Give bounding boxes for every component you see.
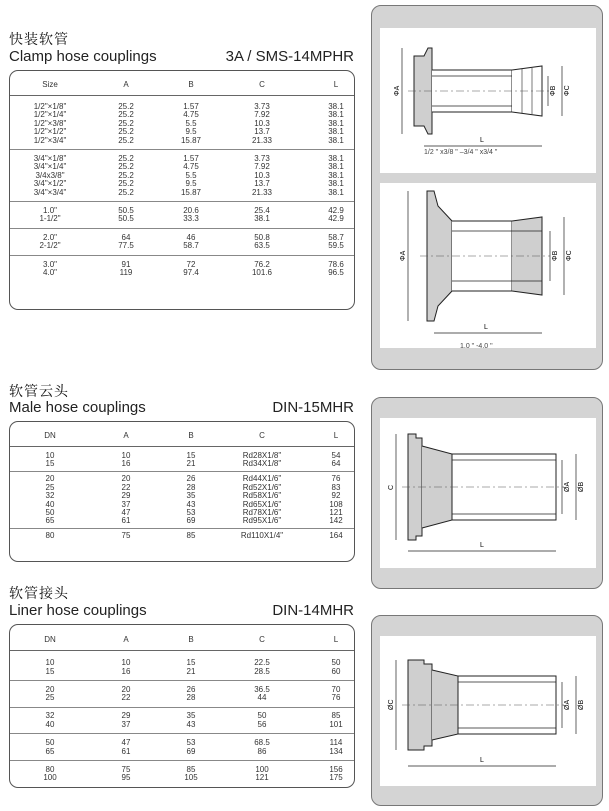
table-cell: 25.4 <box>254 206 270 215</box>
clamp-code: 3A / SMS-14MPHR <box>225 48 354 65</box>
table-cell: 68.5 <box>254 738 270 748</box>
dim-l-label-2: L <box>484 324 488 331</box>
table-cell: 25.2 <box>118 154 134 163</box>
table-cell: 25 <box>45 482 55 492</box>
table-cell: 35 <box>186 491 196 501</box>
table-cell: 25.2 <box>118 102 134 111</box>
table-cell: 3.73 <box>254 154 270 163</box>
group-divider <box>10 733 354 734</box>
table-cell: 76 <box>331 693 341 703</box>
table-cell: 25.2 <box>118 187 134 197</box>
table-cell: 38.1 <box>328 118 344 128</box>
table-cell: 21.33 <box>251 135 273 145</box>
table-cell: 7.92 <box>254 162 270 172</box>
table-cell: 46 <box>186 232 196 242</box>
table-cell: 15.87 <box>180 135 202 145</box>
table-cell: 47 <box>121 507 131 517</box>
table-cell: 156 <box>329 764 343 774</box>
table-cell: 83 <box>331 482 341 492</box>
table-cell: 121 <box>255 773 269 783</box>
column-header: L <box>333 431 339 440</box>
table-cell: Rd65X1/6" <box>242 499 282 509</box>
column-header: DN <box>44 635 56 644</box>
header-divider <box>10 650 354 651</box>
liner-dim-a-label: ØA <box>564 699 571 710</box>
table-cell: 78.6 <box>328 259 344 269</box>
table-cell: 20.6 <box>183 206 199 215</box>
table-cell: 10 <box>121 658 131 667</box>
table-cell: 63.5 <box>254 241 270 251</box>
column-header: A <box>123 431 129 440</box>
table-cell: 42.9 <box>328 206 344 215</box>
male-dim-a-label: ØA <box>564 481 571 492</box>
column-header: Size <box>42 80 58 89</box>
table-cell: 16 <box>121 666 131 676</box>
column-header: C <box>259 80 265 89</box>
table-cell: 134 <box>329 746 343 756</box>
table-cell: 10.3 <box>254 118 270 128</box>
table-cell: 119 <box>119 268 133 277</box>
table-cell: 38.1 <box>328 102 344 111</box>
table-cell: 1/2"×3/4" <box>33 135 67 145</box>
table-cell: 50.5 <box>118 214 134 224</box>
table-cell: 29 <box>121 491 131 501</box>
table-cell: 1/2"×1/8" <box>33 102 67 111</box>
table-cell: Rd78X1/6" <box>242 507 282 517</box>
table-cell: 25.2 <box>118 179 134 189</box>
table-cell: 35 <box>186 711 196 721</box>
table-cell: 5.5 <box>185 118 197 128</box>
table-cell: 43 <box>186 720 196 729</box>
table-cell: 114 <box>329 738 343 748</box>
table-cell: 80 <box>45 531 55 541</box>
table-cell: 47 <box>121 738 131 748</box>
group-divider <box>10 471 354 472</box>
table-cell: 25.2 <box>118 162 134 172</box>
column-header: L <box>333 80 339 89</box>
table-cell: 1-1/2" <box>39 214 61 224</box>
table-cell: 21 <box>186 459 196 469</box>
table-cell: 75 <box>121 764 131 774</box>
liner-drawing-panel <box>371 615 603 806</box>
table-cell: 15 <box>186 658 196 667</box>
group-divider <box>10 201 354 202</box>
clamp-drawing-panel <box>371 5 603 370</box>
table-cell: 20 <box>45 684 55 694</box>
table-cell: Rd58X1/6" <box>242 491 282 501</box>
group-divider <box>10 760 354 761</box>
clamp-caption-bottom: 1.0 " -4.0 " <box>460 343 493 350</box>
table-cell: 69 <box>186 746 196 756</box>
table-cell: 25.2 <box>118 118 134 128</box>
table-cell: 75 <box>121 531 131 541</box>
table-cell: 101.6 <box>251 268 273 277</box>
table-cell: 53 <box>186 507 196 517</box>
table-cell: 95 <box>121 773 131 783</box>
table-cell: 38.1 <box>328 170 344 180</box>
header-divider <box>10 95 354 96</box>
table-cell: 10 <box>45 658 55 667</box>
table-cell: 26 <box>186 684 196 694</box>
table-cell: 101 <box>329 720 343 729</box>
table-cell: 54 <box>331 451 341 460</box>
table-cell: 21.33 <box>251 187 273 197</box>
table-cell: 25.2 <box>118 135 134 145</box>
table-cell: 1.57 <box>183 102 199 111</box>
liner-code: DIN-14MHR <box>272 602 354 619</box>
table-cell: 142 <box>329 516 343 526</box>
table-cell: 100 <box>43 773 57 783</box>
table-cell: 60 <box>331 666 341 676</box>
table-cell: 58.7 <box>328 232 344 242</box>
table-cell: 65 <box>45 746 55 756</box>
table-cell: 3/4"×1/4" <box>33 162 67 172</box>
liner-title-en: Liner hose couplings <box>9 602 147 619</box>
group-divider <box>10 680 354 681</box>
clamp-table <box>9 70 355 310</box>
header-divider <box>10 446 354 447</box>
table-cell: 164 <box>329 531 343 541</box>
group-divider <box>10 255 354 256</box>
table-cell: 3/4"×1/2" <box>33 179 67 189</box>
table-cell: 16 <box>121 459 131 469</box>
table-cell: Rd52X1/6" <box>242 482 282 492</box>
table-cell: 96.5 <box>328 268 344 277</box>
table-cell: 76 <box>331 474 341 484</box>
table-cell: 69 <box>186 516 196 526</box>
table-cell: 3/4x3/8" <box>35 170 65 180</box>
table-cell: 22 <box>121 693 131 703</box>
table-cell: 9.5 <box>185 127 197 137</box>
table-cell: 77.5 <box>118 241 134 251</box>
table-cell: Rd95X1/6" <box>242 516 282 526</box>
table-cell: 3.73 <box>254 102 270 111</box>
table-cell: 29 <box>121 711 131 721</box>
table-cell: 15 <box>186 451 196 460</box>
table-cell: 25.2 <box>118 110 134 120</box>
male-dim-l-label: L <box>480 542 484 549</box>
table-cell: 25 <box>45 693 55 703</box>
table-cell: 38.1 <box>328 154 344 163</box>
table-cell: 22.5 <box>254 658 270 667</box>
table-cell: 37 <box>121 720 131 729</box>
male-dim-c-label: C <box>388 484 395 490</box>
table-cell: 38.1 <box>328 127 344 137</box>
table-cell: 4.75 <box>183 162 199 172</box>
male-dim-b-label: ØB <box>578 481 585 492</box>
table-cell: 38.1 <box>328 162 344 172</box>
table-cell: 20 <box>121 684 131 694</box>
group-divider <box>10 528 354 529</box>
table-cell: 25.2 <box>118 170 134 180</box>
table-cell: 32 <box>45 491 55 501</box>
table-cell: 65 <box>45 516 55 526</box>
table-cell: 1.57 <box>183 154 199 163</box>
table-cell: 105 <box>184 773 198 783</box>
table-cell: 1.0" <box>43 206 57 215</box>
table-cell: 15 <box>45 666 55 676</box>
table-cell: 10.3 <box>254 170 270 180</box>
table-cell: 50 <box>45 507 55 517</box>
table-cell: 40 <box>45 720 55 729</box>
column-header: A <box>123 80 129 89</box>
male-title-cn: 软管云头 <box>9 383 69 399</box>
table-cell: 121 <box>329 507 343 517</box>
table-cell: 72 <box>186 259 196 269</box>
dim-c-label-2: ΦC <box>566 250 573 261</box>
male-table <box>9 421 355 562</box>
table-cell: 2.0" <box>43 232 57 242</box>
clamp-title-cn: 快装软管 <box>9 31 69 47</box>
male-code: DIN-15MHR <box>272 399 354 416</box>
table-cell: 80 <box>45 764 55 774</box>
table-cell: 22 <box>121 482 131 492</box>
table-cell: 28.5 <box>254 666 270 676</box>
table-cell: 1/2"×1/2" <box>33 127 67 137</box>
table-cell: 50.8 <box>254 232 270 242</box>
group-divider <box>10 149 354 150</box>
liner-drawing <box>372 634 604 794</box>
table-cell: 92 <box>331 491 341 501</box>
table-cell: 26 <box>186 474 196 484</box>
table-cell: 15.87 <box>180 187 202 197</box>
table-cell: 10 <box>45 451 55 460</box>
table-cell: 50 <box>45 738 55 748</box>
table-cell: 61 <box>121 516 131 526</box>
table-cell: 4.0" <box>43 268 57 277</box>
liner-dim-c-label: ØC <box>388 699 395 710</box>
table-cell: 15 <box>45 459 55 469</box>
table-cell: 3/4"×1/8" <box>33 154 67 163</box>
table-cell: 61 <box>121 746 131 756</box>
table-cell: 175 <box>329 773 343 783</box>
table-cell: 64 <box>121 232 131 242</box>
table-cell: 13.7 <box>254 179 270 189</box>
table-cell: 50 <box>331 658 341 667</box>
table-cell: 50.5 <box>118 206 134 215</box>
dim-l-label: L <box>480 137 484 144</box>
table-cell: 97.4 <box>183 268 199 277</box>
table-cell: 91 <box>121 259 131 269</box>
table-cell: 4.75 <box>183 110 199 120</box>
table-cell: 3.0" <box>43 259 57 269</box>
column-header: B <box>188 635 194 644</box>
table-cell: 7.92 <box>254 110 270 120</box>
table-cell: Rd110X1/4" <box>240 531 284 541</box>
dim-c-label: ΦC <box>564 85 571 96</box>
table-cell: 50 <box>257 711 267 721</box>
male-title-en: Male hose couplings <box>9 399 146 416</box>
table-cell: Rd34X1/8" <box>242 459 282 469</box>
liner-title-cn: 软管接头 <box>9 585 69 601</box>
table-cell: 43 <box>186 499 196 509</box>
table-cell: 38.1 <box>254 214 270 224</box>
dim-b-label: ΦB <box>550 85 557 96</box>
table-cell: 64 <box>331 459 341 469</box>
table-cell: 13.7 <box>254 127 270 137</box>
table-cell: 108 <box>329 499 343 509</box>
group-divider <box>10 707 354 708</box>
table-cell: 10 <box>121 451 131 460</box>
table-cell: Rd28X1/8" <box>242 451 282 460</box>
table-cell: 70 <box>331 684 341 694</box>
column-header: B <box>188 431 194 440</box>
column-header: L <box>333 635 339 644</box>
table-cell: 40 <box>45 499 55 509</box>
table-cell: 76.2 <box>254 259 270 269</box>
table-cell: 86 <box>257 746 267 756</box>
table-cell: 28 <box>186 693 196 703</box>
table-cell: 2-1/2" <box>39 241 61 251</box>
table-cell: 1/2"×3/8" <box>33 118 67 128</box>
male-drawing-panel <box>371 397 603 589</box>
table-cell: 32 <box>45 711 55 721</box>
table-cell: 53 <box>186 738 196 748</box>
table-cell: 85 <box>186 531 196 541</box>
table-cell: 9.5 <box>185 179 197 189</box>
clamp-title-en: Clamp hose couplings <box>9 48 157 65</box>
column-header: C <box>259 431 265 440</box>
dim-b-label-2: ΦB <box>552 250 559 261</box>
table-cell: 3/4"×3/4" <box>33 187 67 197</box>
clamp-drawing-bottom <box>372 181 604 351</box>
table-cell: 36.5 <box>254 684 270 694</box>
column-header: DN <box>44 431 56 440</box>
table-cell: 38.1 <box>328 179 344 189</box>
table-cell: 20 <box>45 474 55 484</box>
table-cell: 85 <box>331 711 341 721</box>
dim-a-label-2: ΦA <box>400 250 407 261</box>
table-cell: 1/2"×1/4" <box>33 110 67 120</box>
table-cell: Rd44X1/6" <box>242 474 282 484</box>
table-cell: 33.3 <box>183 214 199 224</box>
table-cell: 38.1 <box>328 135 344 145</box>
table-cell: 21 <box>186 666 196 676</box>
table-cell: 20 <box>121 474 131 484</box>
liner-dim-l-label: L <box>480 757 484 764</box>
table-cell: 28 <box>186 482 196 492</box>
group-divider <box>10 228 354 229</box>
table-cell: 58.7 <box>183 241 199 251</box>
column-header: A <box>123 635 129 644</box>
table-cell: 25.2 <box>118 127 134 137</box>
table-cell: 38.1 <box>328 187 344 197</box>
column-header: B <box>188 80 194 89</box>
table-cell: 44 <box>257 693 267 703</box>
table-cell: 100 <box>255 764 269 774</box>
liner-table <box>9 624 355 788</box>
table-cell: 38.1 <box>328 110 344 120</box>
table-cell: 37 <box>121 499 131 509</box>
male-drawing <box>372 416 604 576</box>
liner-dim-b-label: ØB <box>578 699 585 710</box>
table-cell: 42.9 <box>328 214 344 224</box>
table-cell: 85 <box>186 764 196 774</box>
table-cell: 56 <box>257 720 267 729</box>
column-header: C <box>259 635 265 644</box>
table-cell: 5.5 <box>185 170 197 180</box>
clamp-caption-top: 1/2 " x3/8 " –3/4 " x3/4 " <box>424 149 498 156</box>
dim-a-label: ΦA <box>394 85 401 96</box>
table-cell: 59.5 <box>328 241 344 251</box>
